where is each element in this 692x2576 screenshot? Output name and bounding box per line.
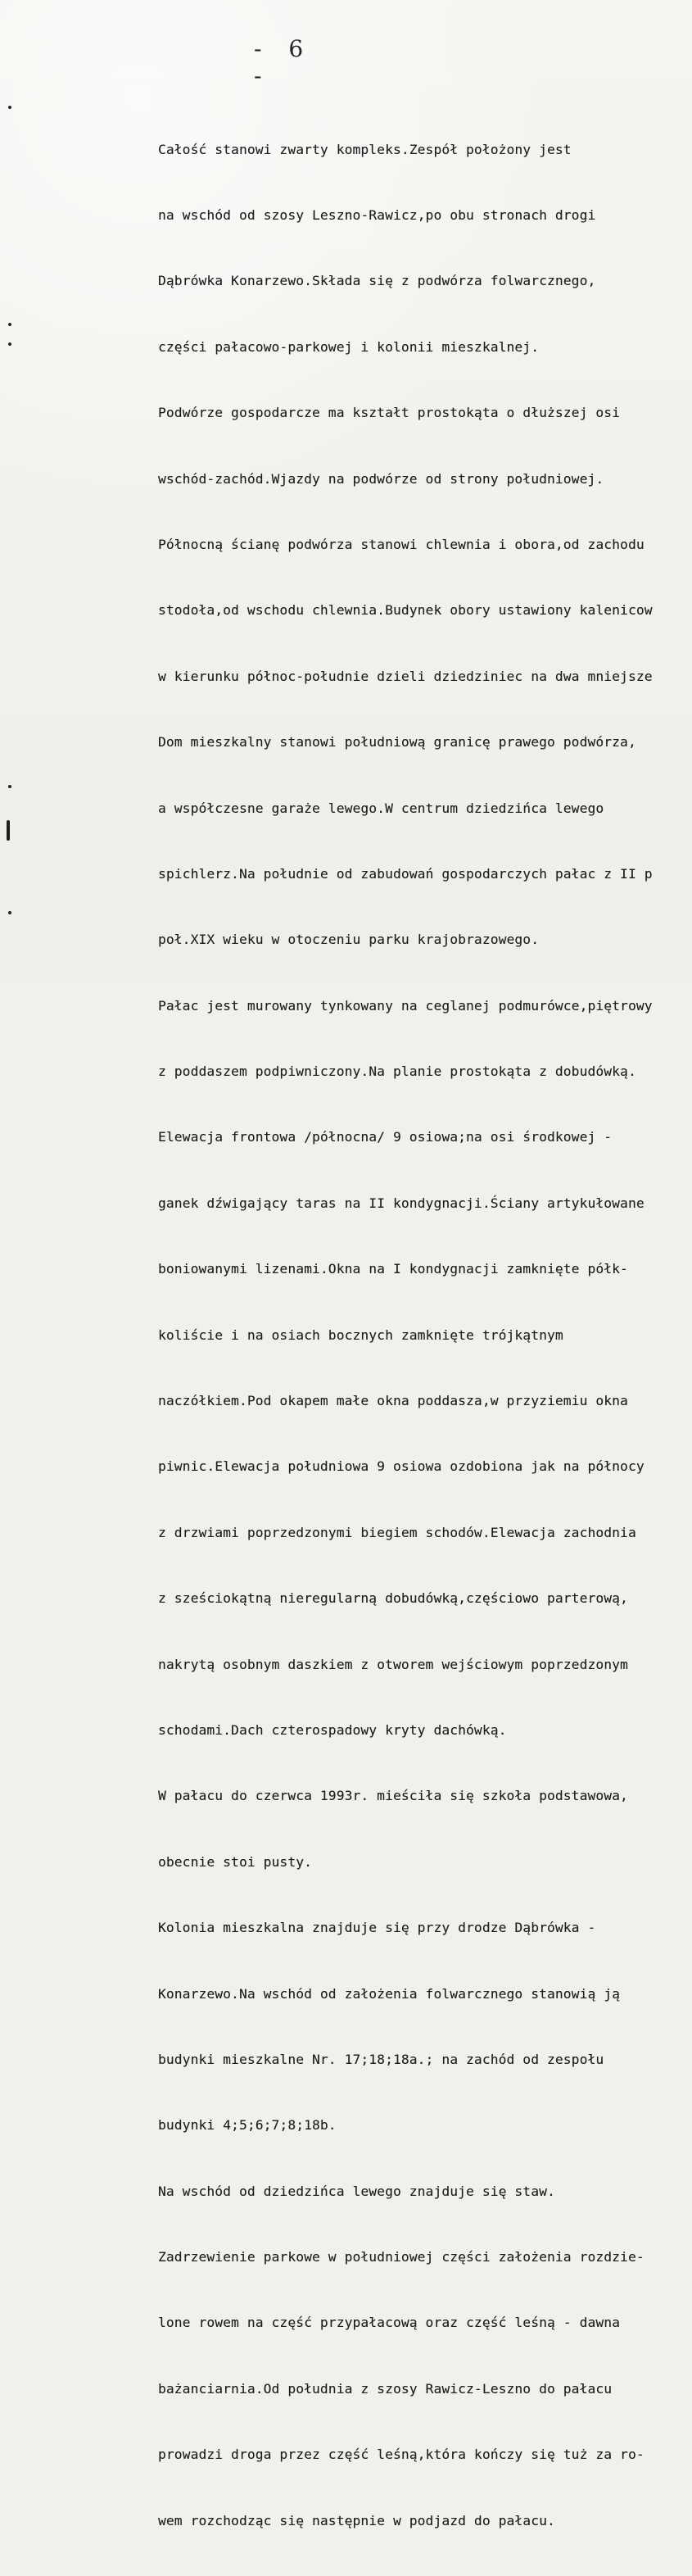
text-line-17: ganek dźwigający taras na II kondygnacji.Ściany artykułowane: [158, 1195, 645, 1211]
text-line-11: a współczesne garaże lewego.W centrum dziedzińca lewego: [158, 800, 604, 816]
text-line-1: Całość stanowi zwarty kompleks.Zespół położony jest: [158, 141, 572, 157]
margin-edge-mark: [7, 820, 10, 841]
text-line-23: z sześciokątną nieregularną dobudówką,częściowo parterową,: [158, 1590, 628, 1607]
text-line-33: Zadrzewienie parkowe w południowej części założenia rozdzie-: [158, 2249, 645, 2265]
text-line-31: budynki 4;5;6;7;8;18b.: [158, 2117, 337, 2134]
margin-dot: [8, 911, 11, 914]
text-line-22: z drzwiami poprzedzonymi biegiem schodów.Elewacja zachodnia: [158, 1524, 636, 1540]
text-line-10: Dom mieszkalny stanowi południową granicę prawego podwórza,: [158, 734, 636, 751]
text-line-3: Dąbrówka Konarzewo.Składa się z podwórza folwarcznego,: [158, 273, 596, 289]
text-line-6: wschód-zachód.Wjazdy na podwórze od strony południowej.: [158, 470, 604, 487]
text-line-15: z poddaszem podpiwniczony.Na planie prostokąta z dobudówką.: [158, 1064, 636, 1080]
text-line-13: poł.XIX wieku w otoczeniu parku krajobrazowego.: [158, 932, 540, 948]
text-line-19: koliście i na osiach bocznych zamknięte trójkątnym: [158, 1327, 563, 1343]
text-line-20: naczółkiem.Pod okapem małe okna poddasza,w przyziemiu okna: [158, 1393, 628, 1409]
text-line-30: budynki mieszkalne Nr. 17;18;18a.; na zachód od zespołu: [158, 2051, 604, 2067]
text-line-35: bażanciarnia.Od południa z szosy Rawicz-Leszno do pałacu: [158, 2380, 613, 2397]
text-line-25: schodami.Dach czterospadowy kryty dachówką.: [158, 1721, 507, 1738]
text-line-12: spichlerz.Na południe od zabudowań gospodarczych pałac z II p: [158, 865, 653, 882]
text-line-9: w kierunku północ-południe dzieli dziedziniec na dwa mniejsze: [158, 668, 653, 684]
text-line-5: Podwórze gospodarcze ma kształt prostokąta o dłuższej osi: [158, 405, 621, 421]
text-line-32: Na wschód od dziedzińca lewego znajduje się staw.: [158, 2183, 555, 2199]
margin-dot: [8, 323, 11, 326]
text-line-34: lone rowem na część przypałacową oraz część leśną - dawna: [158, 2315, 621, 2331]
text-line-28: Kolonia mieszkalna znajduje się przy drodze Dąbrówka -: [158, 1920, 596, 1936]
text-line-37: wem rozchodząc się następnie w podjazd do pałacu.: [158, 2512, 555, 2528]
margin-dot: [8, 785, 11, 788]
text-line-4: części pałacowo-parkowej i kolonii mieszkalnej.: [158, 338, 540, 355]
text-line-16: Elewacja frontowa /północna/ 9 osiowa;na osi środkowej -: [158, 1129, 613, 1145]
margin-dot: [8, 106, 11, 109]
text-line-18: boniowanymi lizenami.Okna na I kondygnacji zamknięte półk-: [158, 1261, 628, 1277]
typed-body-text: [158, 95, 690, 2576]
text-line-36: prowadzi droga przez część leśną,która kończy się tuż za ro-: [158, 2447, 645, 2463]
text-line-29: Konarzewo.Na wschód od założenia folwarcznego stanowią ją: [158, 1985, 621, 2002]
text-line-7: Północną ścianę podwórza stanowi chlewnia i obora,od zachodu: [158, 536, 645, 552]
text-line-24: nakrytą osobnym daszkiem z otworem wejściowym poprzedzonym: [158, 1656, 628, 1672]
text-line-14: Pałac jest murowany tynkowany na ceglanej podmurówce,piętrowy: [158, 997, 653, 1014]
text-line-26: W pałacu do czerwca 1993r. mieściła się szkoła podstawowa,: [158, 1788, 628, 1804]
text-line-2: na wschód od szosy Leszno-Rawicz,po obu stronach drogi: [158, 206, 596, 223]
text-line-8: stodoła,od wschodu chlewnia.Budynek obory ustawiony kalenicow: [158, 602, 653, 619]
text-line-21: piwnic.Elewacja południowa 9 osiowa ozdobiona jak na północy: [158, 1458, 645, 1475]
text-line-27: obecnie stoi pusty.: [158, 1853, 313, 1870]
margin-dot: [8, 342, 11, 346]
page-number: - 6 -: [254, 35, 314, 89]
